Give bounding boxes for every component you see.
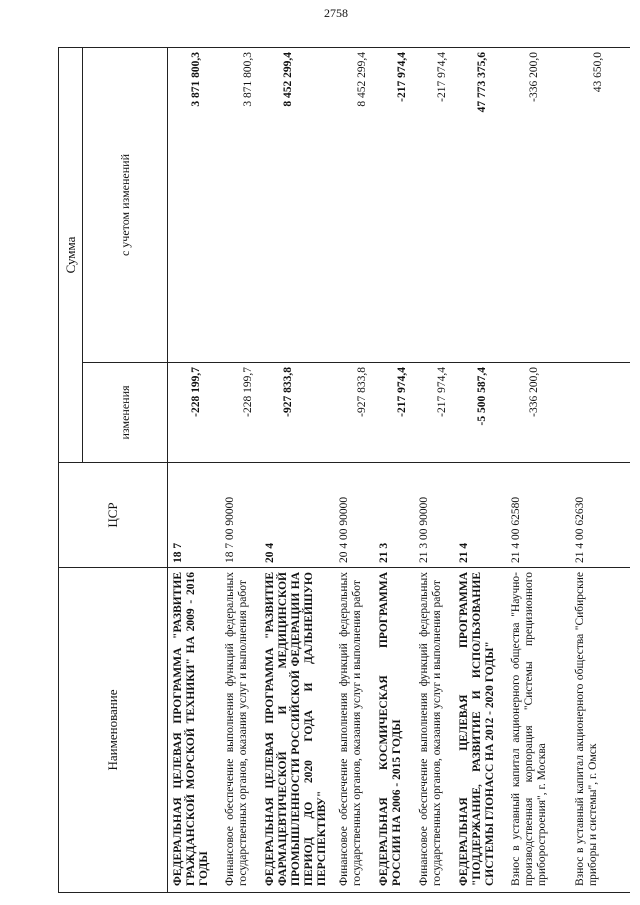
row-with-changes-cell: 8 452 299,4 <box>334 48 374 363</box>
table-row <box>570 48 630 893</box>
row-name-cell: ФЕДЕРАЛЬНАЯ ЦЕЛЕВАЯ ПРОГРАММА "ПОДДЕРЖАНИЕ, РАЗВИТИЕ И ИСПОЛЬЗОВАНИЕ СИСТЕМЫ ГЛОНАСС НА 2012 - 2020 ГОДЫ" <box>454 568 506 893</box>
row-change-cell: -217 974,4 <box>374 363 414 463</box>
row-name-cell: Финансовое обеспечение выполнения функций федеральных государственных органов, оказания услуг и выполнения работ <box>414 568 454 893</box>
row-name-cell: ФЕДЕРАЛЬНАЯ ЦЕЛЕВАЯ ПРОГРАММА "РАЗВИТИЕ ФАРМАЦЕВТИЧЕСКОЙ И МЕДИЦИНСКОЙ ПРОМЫШЛЕННОСТИ РОССИЙСКОЙ ФЕДЕРАЦИИ НА ПЕРИОД ДО 2020 ГОДА И ДАЛЬНЕЙШУЮ ПЕРСПЕКТИВУ" <box>260 568 334 893</box>
row-csr-cell: 21 3 <box>374 463 414 568</box>
table-row <box>168 48 220 893</box>
table-row <box>454 48 506 893</box>
header-csr: ЦСР <box>59 463 168 568</box>
row-name-cell: ФЕДЕРАЛЬНАЯ ЦЕЛЕВАЯ ПРОГРАММА "РАЗВИТИЕ ГРАЖДАНСКОЙ МОРСКОЙ ТЕХНИКИ" НА 2009 - 2016 ГОДЫ <box>168 568 220 893</box>
row-change-cell: -927 833,8 <box>260 363 334 463</box>
budget-table <box>58 47 630 893</box>
row-with-changes-cell: 8 452 299,4 <box>260 48 334 363</box>
row-with-changes-cell: 43 650,0 <box>570 48 630 363</box>
table-row <box>260 48 334 893</box>
row-with-changes-cell: 3 871 800,3 <box>220 48 260 363</box>
table-row <box>506 48 570 893</box>
row-with-changes-cell: -217 974,4 <box>374 48 414 363</box>
header-sum: Сумма <box>59 48 83 463</box>
table-row <box>374 48 414 893</box>
row-csr-cell: 18 7 <box>168 463 220 568</box>
row-csr-cell: 21 4 <box>454 463 506 568</box>
rotated-table-frame <box>58 48 604 893</box>
header-name: Наименование <box>59 568 168 893</box>
row-csr-cell: 21 3 00 90000 <box>414 463 454 568</box>
row-csr-cell: 21 4 00 62630 <box>570 463 630 568</box>
row-change-cell: -228 199,7 <box>220 363 260 463</box>
row-change-cell: -5 500 587,4 <box>454 363 506 463</box>
row-csr-cell: 20 4 <box>260 463 334 568</box>
table-row <box>414 48 454 893</box>
row-change-cell <box>570 363 630 463</box>
row-with-changes-cell: 3 871 800,3 <box>168 48 220 363</box>
row-name-cell: Финансовое обеспечение выполнения функций федеральных государственных органов, оказания услуг и выполнения работ <box>334 568 374 893</box>
row-with-changes-cell: -336 200,0 <box>506 48 570 363</box>
row-with-changes-cell: -217 974,4 <box>414 48 454 363</box>
row-change-cell: -927 833,8 <box>334 363 374 463</box>
row-with-changes-cell: 47 773 375,6 <box>454 48 506 363</box>
table-row <box>334 48 374 893</box>
page-number: 2758 <box>324 6 348 20</box>
row-name-cell: Финансовое обеспечение выполнения функций федеральных государственных органов, оказания услуг и выполнения работ <box>220 568 260 893</box>
header-with-changes: с учетом изменений <box>83 48 168 363</box>
row-change-cell: -336 200,0 <box>506 363 570 463</box>
row-name-cell: Взнос в уставный капитал акционерного общества "Сибирские приборы и системы", г. Омск <box>570 568 630 893</box>
row-csr-cell: 21 4 00 62580 <box>506 463 570 568</box>
row-change-cell: -228 199,7 <box>168 363 220 463</box>
header-change: изменения <box>83 363 168 463</box>
row-csr-cell: 18 7 00 90000 <box>220 463 260 568</box>
row-change-cell: -217 974,4 <box>414 363 454 463</box>
table-row <box>220 48 260 893</box>
row-csr-cell: 20 4 00 90000 <box>334 463 374 568</box>
row-name-cell: ФЕДЕРАЛЬНАЯ КОСМИЧЕСКАЯ ПРОГРАММА РОССИИ НА 2006 - 2015 ГОДЫ <box>374 568 414 893</box>
row-name-cell: Взнос в уставный капитал акционерного общества "Научно-производственная корпорация "Системы прецизионного приборостроения", г. Москва <box>506 568 570 893</box>
